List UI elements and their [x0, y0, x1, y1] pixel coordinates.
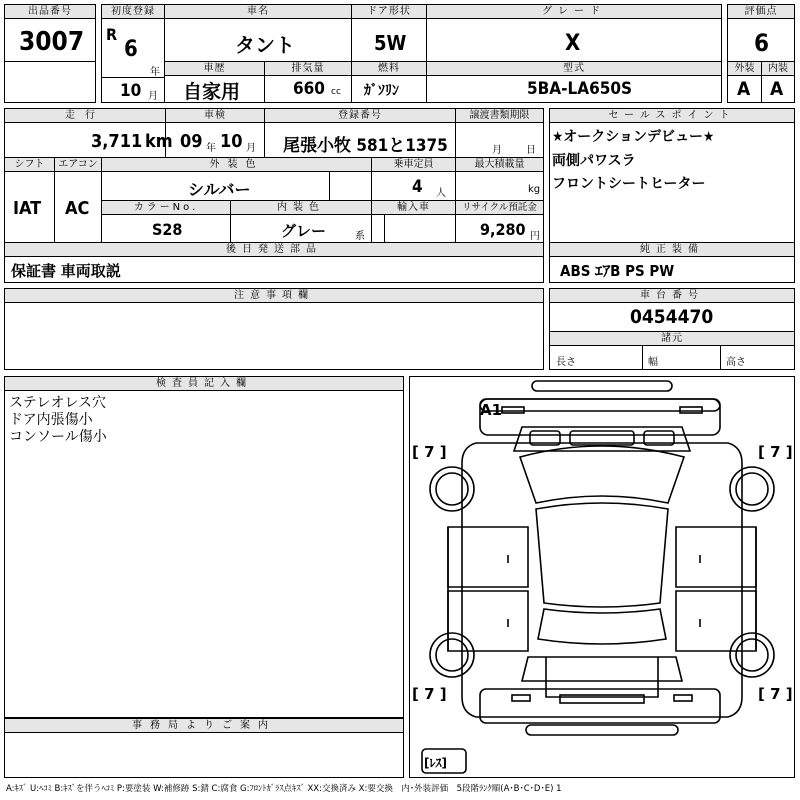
- inspection-cell: [165, 108, 265, 158]
- colorno-cell: [101, 200, 231, 243]
- car-diagram: [409, 376, 795, 778]
- score-value: 6: [754, 29, 770, 57]
- history-cell: [164, 61, 265, 103]
- office-cell: [4, 718, 404, 778]
- ac-label: エアコン: [55, 158, 101, 172]
- load-cell: [455, 157, 544, 201]
- fuel-cell: [351, 61, 427, 103]
- spec-label: 諸元: [550, 331, 794, 346]
- load-label: 最大積載量: [456, 158, 543, 172]
- name-label: 車名: [165, 5, 351, 19]
- color-cell: [101, 157, 372, 201]
- ac-value: AC: [65, 198, 90, 219]
- spare-tire-mark: [ﾚｽ]: [424, 756, 447, 770]
- tire-fr-score: [ 7 ]: [758, 443, 793, 461]
- shift-value: IAT: [13, 198, 42, 219]
- parts-value: 保証書 車両取説: [11, 262, 121, 280]
- shift-label: シフト: [5, 158, 54, 172]
- transfer-cell: [455, 108, 544, 158]
- ext-grade: A: [737, 78, 751, 100]
- mileage-label: 走行: [5, 109, 165, 123]
- door-cell: [351, 4, 427, 62]
- interior-value: グレー: [281, 222, 327, 240]
- disp-value: 660: [293, 79, 325, 99]
- notice-label: 注意事項欄: [5, 289, 543, 303]
- history-value: 自家用: [183, 81, 241, 103]
- grade-value: X: [565, 31, 581, 56]
- lot-blank: [4, 61, 96, 103]
- spec-divider-1: [642, 345, 643, 369]
- model-label: 型式: [427, 62, 721, 76]
- score-label: 評価点: [728, 5, 794, 19]
- transfer-day-unit: 日: [526, 145, 536, 156]
- mileage-value: 3,711: [91, 131, 143, 152]
- door-label: ドア形状: [352, 5, 426, 19]
- color-value: シルバー: [188, 180, 251, 199]
- recycle-unit: 円: [530, 231, 540, 242]
- mileage-cell: [4, 108, 173, 158]
- reg-era: R: [106, 25, 118, 44]
- chassis-cell: [549, 288, 795, 370]
- parts-cell: [4, 242, 544, 283]
- disp-unit: cc: [331, 87, 341, 97]
- inspection-label: 車検: [166, 109, 264, 123]
- load-unit: kg: [528, 184, 541, 195]
- inspector-label: 検査員記入欄: [5, 377, 403, 391]
- reg-cell: [101, 4, 165, 78]
- length-label: 長さ: [556, 357, 576, 368]
- fuel-label: 燃料: [352, 62, 426, 76]
- reg-month: 10: [120, 81, 142, 101]
- colorno-label: カラーNo.: [102, 201, 230, 215]
- plate-value: 尾張小牧 581と1375: [283, 136, 448, 156]
- legend-text: A:ｷｽﾞ U:ﾍｺﾐ B:ｷｽﾞを伴うﾍｺﾐ P:要塗装 W:補修跡 S:錆 C:腐食 G:ﾌﾛﾝﾄｶﾞﾗｽ点ｷｽﾞ XX:交換済み X:要交換 内･外装評価 5段階ﾗﾝｸ順(A･B･C･D･E) 1: [6, 784, 562, 794]
- int-label: 内装: [762, 62, 794, 76]
- insp-year: 09: [180, 131, 203, 152]
- recycle-cell: [455, 200, 544, 243]
- chassis-value: 0454470: [630, 306, 714, 328]
- office-label: 事務局よりご案内: [5, 719, 403, 733]
- sales-line-1: ★オークションデビュー★: [552, 129, 715, 145]
- equipment-label: 純正装備: [550, 243, 794, 257]
- inspector-cell: [4, 376, 404, 718]
- reg-month-cell: [101, 77, 165, 103]
- disp-label: 排気量: [265, 62, 351, 76]
- capacity-cell: [371, 157, 456, 201]
- recycle-value: 9,280: [480, 220, 526, 239]
- door-type: 5W: [374, 31, 407, 55]
- tire-rr-score: [ 7 ]: [758, 685, 793, 703]
- sales-line-3: フロントシートヒーター: [552, 176, 706, 192]
- score-cell: [727, 4, 795, 62]
- sales-cell: [549, 108, 795, 243]
- lot-cell: [4, 4, 96, 62]
- recycle-label: リサイクル預託金: [456, 201, 543, 215]
- history-label: 車歴: [165, 62, 264, 76]
- fuel-value: ｶﾞｿﾘﾝ: [364, 83, 399, 99]
- sales-line-2: 両側パワスラ: [552, 153, 636, 169]
- plate-cell: [264, 108, 456, 158]
- ext-label: 外装: [728, 62, 761, 76]
- car-name: タント: [235, 33, 295, 57]
- import-divider: [384, 215, 385, 242]
- inspector-line-1: ステレオレス穴: [9, 395, 107, 411]
- height-label: 高さ: [726, 357, 746, 368]
- ext-cell: [727, 61, 762, 103]
- lot-label: 出品番号: [5, 5, 95, 19]
- car-diagram-svg: [410, 377, 794, 777]
- ac-cell: [54, 157, 102, 243]
- tire-fl-score: [ 7 ]: [412, 443, 447, 461]
- shift-cell: [4, 157, 55, 243]
- colorno-value: S28: [152, 220, 183, 239]
- chassis-label: 車台番号: [550, 289, 794, 303]
- transfer-label: 譲渡書類期限: [456, 109, 543, 123]
- insp-month-unit: 月: [246, 143, 256, 154]
- mileage-unit: km: [145, 131, 173, 152]
- capacity-unit: 人: [436, 188, 446, 199]
- interior-cell: [230, 200, 372, 243]
- parts-label: 後日発送部品: [5, 243, 543, 257]
- lot-number: 3007: [19, 27, 85, 57]
- tire-rl-score: [ 7 ]: [412, 685, 447, 703]
- reg-label: 初度登録: [102, 5, 164, 19]
- insp-month: 10: [220, 131, 243, 152]
- interior-unit: 系: [355, 231, 365, 242]
- int-grade: A: [770, 78, 784, 100]
- reg-year: 6: [124, 37, 138, 62]
- color-label: 外装色: [102, 158, 371, 172]
- model-cell: [426, 61, 722, 103]
- mark-a1: A1: [480, 401, 503, 419]
- capacity-label: 乗車定員: [372, 158, 455, 172]
- sales-label: セールスポイント: [550, 109, 794, 123]
- plate-label: 登録番号: [265, 109, 455, 123]
- inspector-line-3: コンソール傷小: [9, 429, 107, 445]
- equipment-cell: [549, 242, 795, 283]
- disp-cell: [264, 61, 352, 103]
- spec-divider-2: [720, 345, 721, 369]
- transfer-month-unit: 月: [492, 145, 502, 156]
- interior-label: 内装色: [231, 201, 371, 215]
- import-label: 輸入車: [372, 201, 455, 215]
- color-divider: [329, 172, 330, 200]
- inspector-line-2: ドア内張傷小: [9, 412, 93, 428]
- insp-year-unit: 年: [206, 143, 216, 154]
- reg-month-unit: 月: [148, 91, 158, 102]
- model-value: 5BA-LA650S: [527, 79, 633, 99]
- equipment-value: ABS ｴｱB PS PW: [560, 262, 675, 280]
- grade-cell: [426, 4, 722, 62]
- int-cell: [761, 61, 795, 103]
- capacity-value: 4: [412, 177, 423, 197]
- notice-cell: [4, 288, 544, 370]
- width-label: 幅: [648, 357, 658, 368]
- reg-year-unit: 年: [150, 67, 160, 78]
- grade-label: グレード: [427, 5, 721, 19]
- import-cell: [371, 200, 456, 243]
- name-cell: [164, 4, 352, 62]
